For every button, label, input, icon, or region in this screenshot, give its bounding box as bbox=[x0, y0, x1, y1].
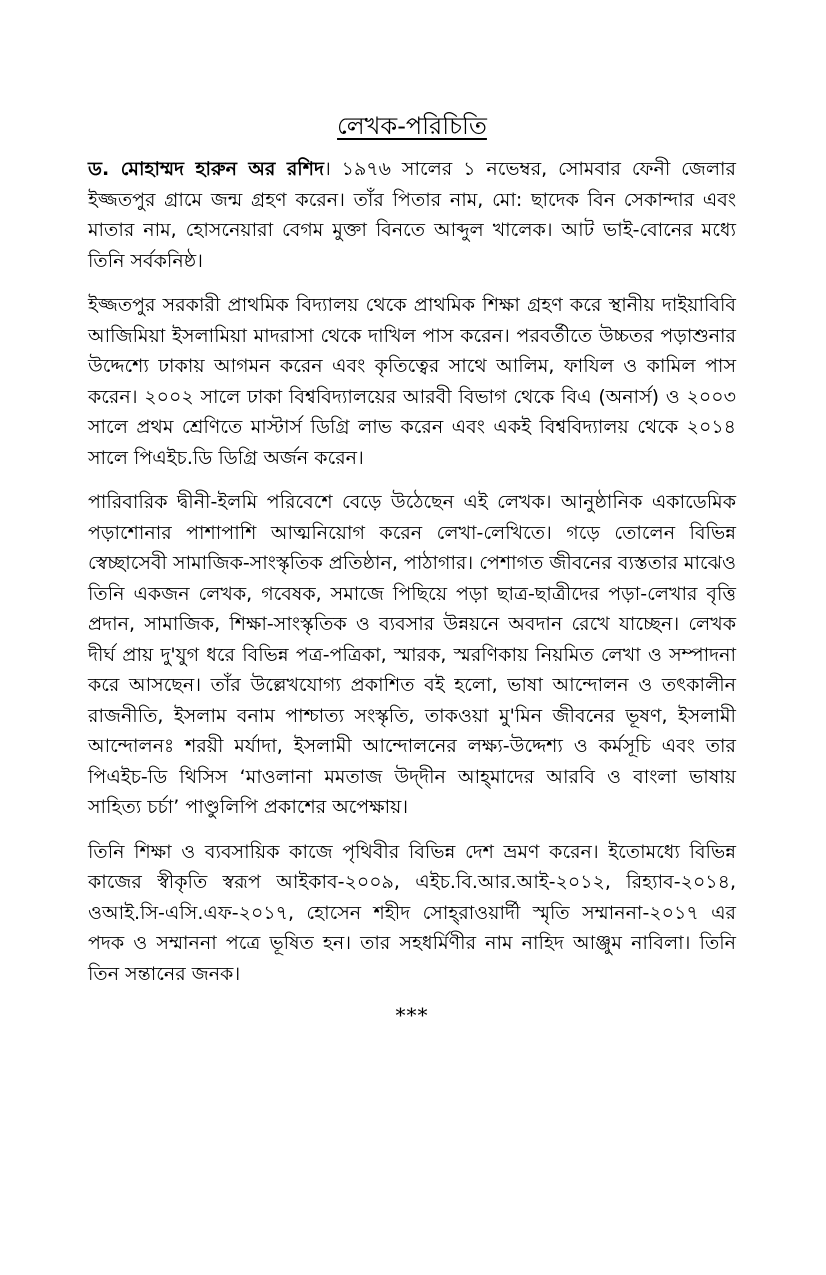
paragraph-awards: তিনি শিক্ষা ও ব্যবসায়িক কাজে পৃথিবীর বিভিন্ন দেশ ভ্রমণ করেন। ইতোমধ্যে বিভিন্ন কাজের স্বীকৃতি স্বরূপ আইকাব-২০০৯, এইচ.বি.আর.আই-২০১২, রিহ্যাব-২০১৪, ওআই.সি-এসি.এফ-২০১৭, হোসেন শহীদ সোহ্‌রাওয়ার্দী স্মৃতি সম্মাননা-২০১৭ এর পদক ও সম্মাননা পত্রে ভূষিত হন। তার সহধর্মিণীর নাম নাহিদ আঞ্জুম নাবিলা। তিনি তিন সন্তানের জনক। bbox=[88, 840, 736, 985]
page-title: লেখক-পরিচিতি bbox=[337, 112, 487, 140]
author-name: ড. মোহাম্মদ হারুন অর রশিদ bbox=[88, 158, 324, 180]
paragraph-birth bbox=[88, 154, 736, 276]
page-content bbox=[88, 108, 736, 1027]
paragraph-education: ইজ্জতপুর সরকারী প্রাথমিক বিদ্যালয় থেকে প্রাথমিক শিক্ষা গ্রহণ করে স্থানীয় দাইয়াবিবি আজিমিয়া ইসলামিয়া মাদরাসা থেকে দাখিল পাস করেন। পরবর্তীতে উচ্চতর পড়াশুনার উদ্দেশ্যে ঢাকায় আগমন করেন এবং কৃতিত্বের সাথে আলিম, ফাযিল ও কামিল পাস করেন। ২০০২ সালে ঢাকা বিশ্ববিদ্যালয়ের আরবী বিভাগ থেকে বিএ (অনার্স) ও ২০০৩ সালে প্রথম শ্রেণিতে মাস্টার্স ডিগ্রি লাভ করেন এবং একই বিশ্ববিদ্যালয় থেকে ২০১৪ সালে পিএইচ.ডি ডিগ্রি অর্জন করেন। bbox=[88, 294, 736, 469]
paragraph-birth-text: । ১৯৭৬ সালের ১ নভেম্বর, সোমবার ফেনী জেলার ইজ্জতপুর গ্রামে জন্ম গ্রহণ করেন। তাঁর পিতার নাম, মো: ছাদেক বিন সেকান্দার এবং মাতার নাম, হোসনেয়ারা বেগম মুক্তা বিনতে আব্দুল খালেক। আট ভাই-বোনের মধ্যে তিনি সর্বকনিষ্ঠ। bbox=[88, 158, 736, 272]
paragraph-career: পারিবারিক দ্বীনী-ইলমি পরিবেশে বেড়ে উঠেছেন এই লেখক। আনুষ্ঠানিক একাডেমিক পড়াশোনার পাশাপাশি আত্মনিয়োগ করেন লেখা-লেখিতে। গড়ে তোলেন বিভিন্ন স্বেচ্ছাসেবী সামাজিক-সাংস্কৃতিক প্রতিষ্ঠান, পাঠাগার। পেশাগত জীবনের ব্যস্ততার মাঝেও তিনি একজন লেখক, গবেষক, সমাজে পিছিয়ে পড়া ছাত্র-ছাত্রীদের পড়া-লেখার বৃত্তি প্রদান, সামাজিক, শিক্ষা-সাংস্কৃতিক ও ব্যবসার উন্নয়নে অবদান রেখে যাচ্ছেন। লেখক দীর্ঘ প্রায় দু'যুগ ধরে বিভিন্ন পত্র-পত্রিকা, স্মারক, স্মরণিকায় নিয়মিত লেখা ও সম্পাদনা করে আসছেন। তাঁর উল্লেখযোগ্য প্রকাশিত বই হলো, ভাষা আন্দোলন ও তৎকালীন রাজনীতি, ইসলাম বনাম পাশ্চাত্য সংস্কৃতি, তাকওয়া মু'মিন জীবনের ভূষণ, ইসলামী আন্দোলনঃ শরয়ী মর্যাদা, ইসলামী আন্দোলনের লক্ষ্য-উদ্দেশ্য ও কর্মসূচি এবং তার পিএইচ-ডি থিসিস ‘মাওলানা মমতাজ উদ্‌দীন আহ্‌মাদের আরবি ও বাংলা ভাষায় সাহিত্য চর্চা’ পাণ্ডুলিপি প্রকাশের অপেক্ষায়। bbox=[88, 491, 736, 818]
end-mark: *** bbox=[395, 1003, 429, 1027]
